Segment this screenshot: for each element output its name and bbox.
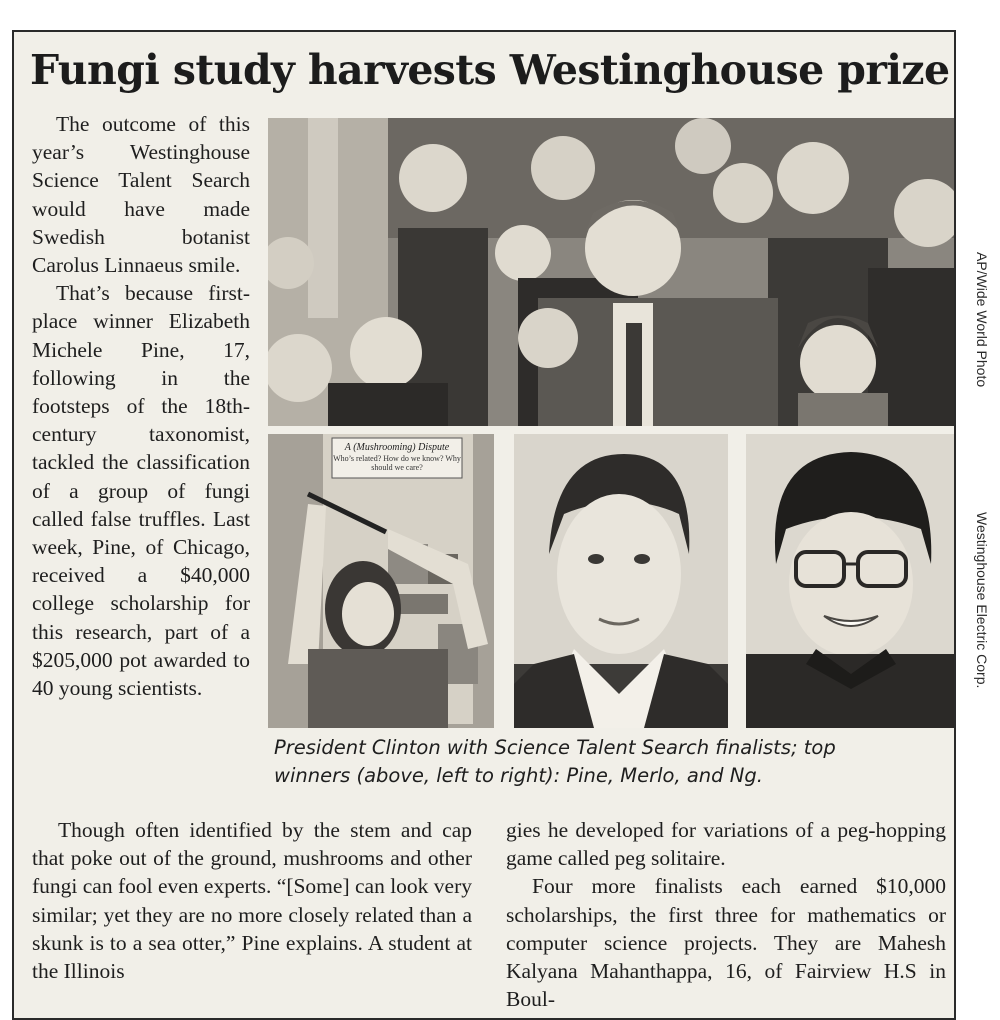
intro-paragraph-2: That’s because first-place winner Elizabeth Michele Pine, 17, following in the footsteps of the 18th-century taxonomist, tackled the classification of a group of fungi called false truffles. Last week, Pine, of Chicago, received a $40,000 college scholarship for this research, part of a $205,000 pot awarded to 40 young scientists. <box>32 281 250 701</box>
photo-credit-ap: AP/Wide World Photo <box>974 252 990 388</box>
photo-credit-westinghouse: Westinghouse Electric Corp. <box>974 512 990 689</box>
intro-column <box>32 110 250 702</box>
poster-subtitle: Who’s related? How do we know? Why should we care? <box>333 454 461 472</box>
headline: Fungi study harvests Westinghouse prize <box>30 46 950 94</box>
intro-paragraph-1: The outcome of this year’s Westinghouse Science Talent Search would have made Swedish botanist Carolus Linnaeus smile. <box>32 112 250 278</box>
bottom-left-column <box>32 816 472 985</box>
merlo-photo <box>514 434 728 728</box>
ng-photo <box>746 434 956 728</box>
bottom-right-column <box>506 816 946 1013</box>
pine-photo <box>268 434 494 728</box>
newspaper-clipping <box>12 30 956 1020</box>
photo-caption: President Clinton with Science Talent Search finalists; top winners (above, left to right): Pine, Merlo, and Ng. <box>274 736 836 787</box>
bottom-right-paragraph-1: gies he developed for variations of a peg-hopping game called peg solitaire. <box>506 818 946 871</box>
group-photo <box>268 118 956 426</box>
bottom-right-paragraph-2: Four more finalists each earned $10,000 scholarships, the first three for mathematics or computer science projects. They are Mahesh Kalyana Mahanthappa, 16, of Fairview H.S in Boul- <box>506 874 946 1012</box>
bottom-left-paragraph: Though often identified by the stem and cap that poke out of the ground, mushrooms and other fungi can fool even experts. “[Some] can look very similar; yet they are no more closely related than a skunk is to a sea otter,” Pine explains. A student at the Illinois <box>32 818 472 984</box>
poster-title: A (Mushrooming) Dispute <box>344 442 450 453</box>
